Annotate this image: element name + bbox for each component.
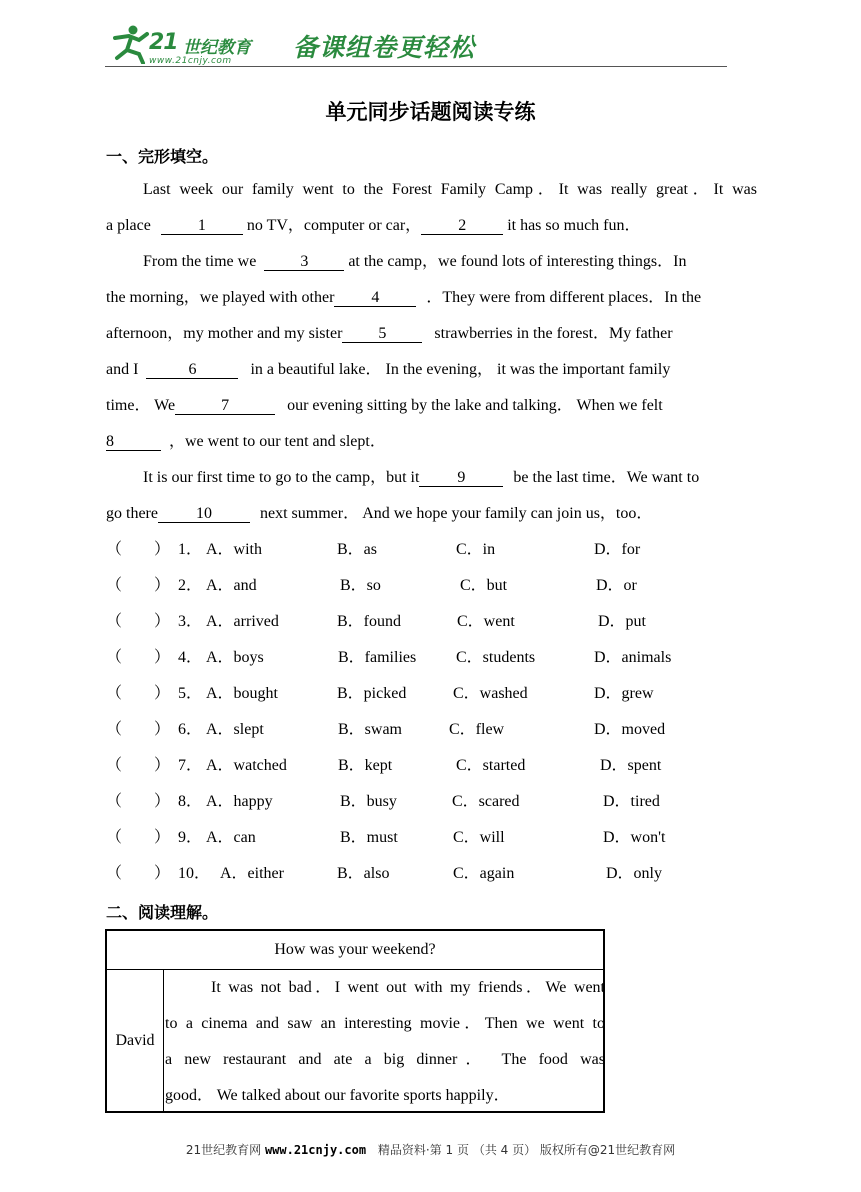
question-number: 5．	[178, 685, 203, 702]
question-row	[106, 648, 756, 668]
option-a: A．can	[206, 829, 256, 846]
passage-line: a place 1 no TV，computer or car， 2 it has so much fun．	[106, 217, 641, 234]
option-c: C．flew	[449, 721, 505, 738]
option-d: D．moved	[594, 721, 666, 738]
question-row	[106, 576, 756, 596]
question-number: 10．	[178, 865, 211, 882]
option-c: C．again	[453, 865, 515, 882]
option-b: B．found	[337, 613, 402, 630]
footer-info: 精品资料·第 1 页 （共 4 页） 版权所有@21世纪教育网	[377, 1143, 676, 1157]
option-b: B．so	[340, 577, 381, 594]
section-heading-reading: 二、阅读理解。	[106, 903, 219, 922]
blank-8: 8	[106, 433, 161, 451]
page-footer	[0, 1141, 861, 1158]
table-text-line: a new restaurant and ate a big dinner． The food was	[165, 1051, 605, 1068]
blank-6: 6	[146, 361, 238, 379]
question-number: 4．	[178, 649, 203, 666]
question-number: 8．	[178, 793, 203, 810]
question-row	[106, 792, 756, 812]
table-header: How was your weekend?	[107, 931, 603, 970]
passage-line: 8 ，we went to our tent and slept．	[106, 433, 386, 450]
option-b: B．busy	[340, 793, 397, 810]
answer-paren[interactable]: （ ）	[106, 577, 171, 594]
option-b: B．swam	[338, 721, 403, 738]
question-row	[106, 612, 756, 632]
answer-paren[interactable]: （ ）	[106, 541, 171, 558]
option-a: A．either	[220, 865, 284, 882]
question-number: 9．	[178, 829, 203, 846]
option-d: D．animals	[594, 649, 672, 666]
passage-line: time． We 7 our evening sitting by the lake and talking． When we felt	[106, 397, 663, 414]
answer-paren[interactable]: （ ）	[106, 829, 171, 846]
brand-url: www.21cnjy.com	[149, 56, 232, 66]
option-a: A．watched	[206, 757, 287, 774]
option-b: B．as	[337, 541, 378, 558]
section-heading-cloze: 一、完形填空。	[106, 147, 219, 166]
option-c: C．will	[453, 829, 505, 846]
blank-3: 3	[264, 253, 344, 271]
option-c: C．in	[456, 541, 496, 558]
answer-paren[interactable]: （ ）	[106, 613, 171, 630]
option-b: B．families	[338, 649, 417, 666]
passage-line: Last week our family went to the Forest Family Camp．It was really great．It was	[143, 181, 757, 198]
option-d: D．or	[596, 577, 637, 594]
question-row	[106, 756, 756, 776]
option-a: A．boys	[206, 649, 264, 666]
table-name-cell: David	[107, 970, 164, 1111]
question-row	[106, 864, 756, 884]
option-a: A．with	[206, 541, 263, 558]
brand-name: 世纪教育	[183, 38, 251, 58]
answer-paren[interactable]: （ ）	[106, 685, 171, 702]
question-number: 7．	[178, 757, 203, 774]
blank-1: 1	[161, 217, 243, 235]
passage-line: afternoon，my mother and my sister 5 strawberries in the forest．My father	[106, 325, 673, 342]
page-title: 单元同步话题阅读专练	[325, 100, 536, 124]
option-b: B．also	[337, 865, 390, 882]
reading-table	[105, 929, 605, 1113]
option-c: C．students	[456, 649, 536, 666]
option-a: A．bought	[206, 685, 279, 702]
table-text-line: good． We talked about our favorite sports happily．	[165, 1087, 510, 1104]
question-row	[106, 828, 756, 848]
option-c: C．scared	[452, 793, 520, 810]
option-b: B．kept	[338, 757, 393, 774]
answer-paren[interactable]: （ ）	[106, 865, 171, 882]
passage-line: the morning，we played with other 4 ．They were from different places．In the	[106, 289, 702, 306]
question-row	[106, 540, 756, 560]
option-d: D．tired	[603, 793, 660, 810]
question-number: 1．	[178, 541, 203, 558]
option-c: C．but	[460, 577, 508, 594]
blank-10: 10	[158, 505, 250, 523]
option-a: A．arrived	[206, 613, 279, 630]
answer-paren[interactable]: （ ）	[106, 649, 171, 666]
blank-5: 5	[342, 325, 422, 343]
blank-4: 4	[334, 289, 416, 307]
question-number: 6．	[178, 721, 203, 738]
footer-site: 21世纪教育网	[185, 1143, 262, 1157]
table-text-line: It was not bad．I went out with my friends．We went	[211, 979, 605, 996]
answer-paren[interactable]: （ ）	[106, 757, 171, 774]
option-c: C．started	[456, 757, 526, 774]
question-number: 2．	[178, 577, 203, 594]
passage-line: go there 10 next summer． And we hope your family can join us，too．	[106, 505, 653, 522]
page-header	[105, 22, 727, 72]
passage-line: and I 6 in a beautiful lake． In the evening， it was the important family	[106, 361, 671, 378]
answer-paren[interactable]: （ ）	[106, 721, 171, 738]
table-text-line: to a cinema and saw an interesting movie．Then we went to	[165, 1015, 605, 1032]
footer-url[interactable]: www.21cnjy.com	[264, 1143, 367, 1157]
option-d: D．won't	[603, 829, 666, 846]
runner-logo-icon	[109, 24, 153, 64]
option-d: D．grew	[594, 685, 654, 702]
option-d: D．spent	[600, 757, 662, 774]
option-d: D．for	[594, 541, 641, 558]
brand-number: 21	[149, 30, 178, 55]
option-a: A．happy	[206, 793, 273, 810]
answer-paren[interactable]: （ ）	[106, 793, 171, 810]
option-b: B．picked	[337, 685, 407, 702]
passage-line: It is our first time to go to the camp，but it 9 be the last time．We want to	[143, 469, 700, 486]
option-c: C．went	[457, 613, 515, 630]
option-d: D．put	[598, 613, 647, 630]
header-slogan: 备课组卷更轻松	[293, 33, 476, 62]
option-b: B．must	[340, 829, 398, 846]
question-row	[106, 684, 756, 704]
option-c: C．washed	[453, 685, 528, 702]
option-a: A．and	[206, 577, 257, 594]
option-d: D．only	[606, 865, 663, 882]
blank-7: 7	[175, 397, 275, 415]
blank-9: 9	[419, 469, 503, 487]
header-rule	[105, 66, 727, 67]
option-a: A．slept	[206, 721, 264, 738]
question-row	[106, 720, 756, 740]
blank-2: 2	[421, 217, 503, 235]
question-number: 3．	[178, 613, 203, 630]
passage-line: From the time we 3 at the camp，we found lots of interesting things．In	[143, 253, 687, 270]
